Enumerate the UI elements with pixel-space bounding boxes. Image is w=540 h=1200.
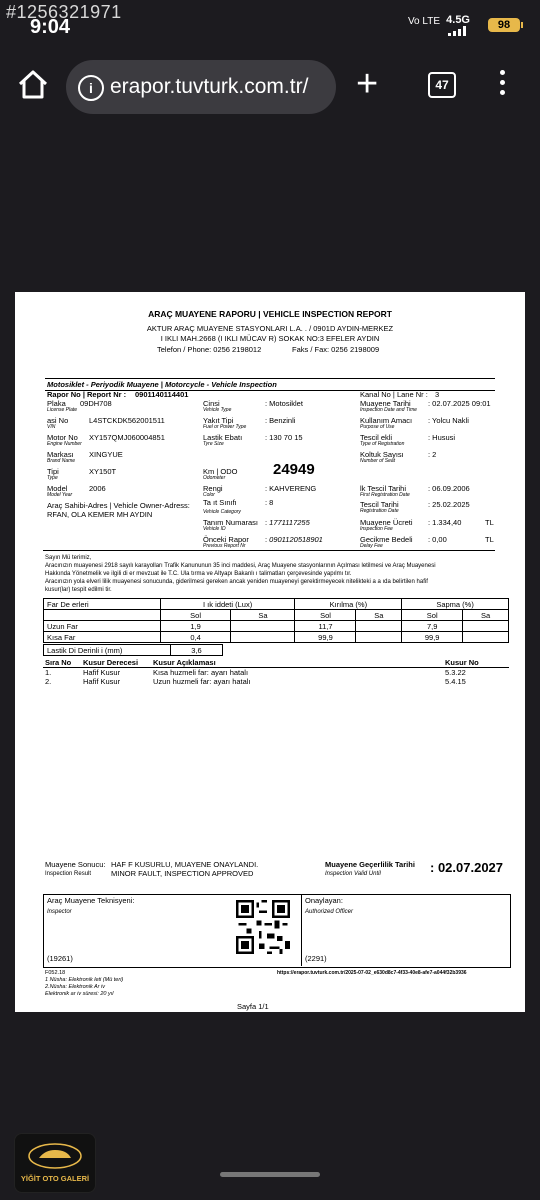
approver-label: Onaylayan:	[305, 896, 343, 905]
result-tr: HAF F KUSURLU, MUAYENE ONAYLANDI.	[111, 860, 259, 869]
inspection-report: ARAÇ MUAYENE RAPORU | VEHICLE INSPECTION REPORT AKTUR ARAÇ MUAYENE STASYONLARI L.A. . / 0901D AYDIN-MERKEZ I IKLI MAH.2668 (I IKLI MÜCAV R) SOKAK NO:3 EFELER AYDIN Telefon / Phone: 0256 2198012 Faks / Fax: 0256 2198009 Motosiklet - Periyodik Muayene | Motorcycle - Vehicle Inspection Rapor No | Report Nr : 0901140114401 Kanal No | Lane Nr : 3 Plaka License Plate 09DH708 asi No VIN L4STCKDK562001511 Motor No Engine Number XY157QMJ060004851 Markası Brand Name XINGYUE Tipi Type XY150T Model Model Year 2006 Araç Sahibi-Adres | Vehicle Owner-Adress: RFAN, OLA KEMER MH AYDIN Cinsi Vehicle Type : Motosiklet Yakıt Tipi Fuel or Power Type : Benzinli Lastik Ebatı Tyre Size : 130 70 15 Km | ODO Odometer 24949 Rengi Color : KAHVERENG Ta ıt Sınıfı Vehicle Category : 8 Tanım Numarası Vehicle ID : 1771117255 Önceki Rapor Previous Report Nr : 0901120518901 Muayene Tarihi Inspection Date and Time : 02.07.2025 09:01 Kullanım Amacı Purpose of Use : Yolcu Nakli Tescil ekli Type of Registration : Hususi Koltuk Sayısı Number of Seat : 2 lk Tescil Tarihi First Registration Date : 06.09.2006 Tescil Tarihi Registration Date : 25.02.2025 Muayene Ücreti Inspection Fee : 1.334,40 TL Gecikme Bedeli Delay Fee : 0,00 TL Sayın Mü terimiz, Aracınızın muayenesi 2918 sayılı karayolları Trafik Kanununun 35 inci maddesi, Araç Muayene stasyonlarının Açılması letilmesi ve Araç Muayenesi Hakkında Yönetmelik ve ilgili di er mevzuat ile T.C. Ula tırma ve Altyapı Bakanlı ı talimatları çerçevesinde yapılmı tır. Aracınızın yola elveri lilik muayenesi sonucunda, giderilmesi gereken ancak yeniden muayeneyi gerektirmeyecek nitelikteki a a ıda belirtilen hafif kusur(lar) tespit edilmi tir. Far De erleri I ık iddeti (Lux) Kırılma (%) Sapma (%) Sol Sa Sol Sa Sol Sa Uzun Far 1,9 11,7 7,9 Kısa Far 0,4 99,9 99,9 Lastik Di Derinli i (mm) 3,6 Sıra No Kusur Derecesi Kusur Açıklaması Kusur No 1. Hafif Kusur Kısa huzmeli far: ayarı hatalı 5.3.22 2. Hafif Kusur Uzun huzmeli far: ayarı hatalı 5.4.15 Muayene Sonucu: HAF F KUSURLU, MUAYENE ONAYLANDI. Inspection Result MINOR FAULT, INSPECTION APPROVED Muayene Geçerlilik Tarihi Inspection Valid Until : 02.07.2027 Araç Muayene Teknisyeni: Inspector (19261) Onaylayan: Authorized Officer (2291) F052.18 1 Nüsha: Elektronik leti (Mü teri) 2.Nüsha: Elektronik Ar iv Elektronik ar iv süresi: 20 yıl https://erapor.tuvturk.com.tr/2025-07-02_e630d8c7-4f33-40e8-afe7-a044f32b3936 Sayfa 1/1	[15, 292, 525, 1012]
report-title: ARAÇ MUAYENE RAPORU | VEHICLE INSPECTION REPORT	[148, 309, 392, 319]
inspection-date-value: 02.07.2025 09:01	[432, 399, 491, 408]
field-label: Tanım Numarası	[203, 518, 259, 527]
site-info-icon[interactable]: i	[78, 75, 104, 101]
field-label: Lastik Ebatı	[203, 433, 243, 442]
report-no-label: Rapor No | Report Nr :	[47, 390, 127, 399]
lane-no: 3	[435, 390, 440, 399]
tyre-size-value: 130 70 15	[269, 433, 303, 442]
field-sub: Vehicle Type	[203, 407, 232, 413]
gesture-bar[interactable]	[220, 1172, 320, 1177]
seat-count-value: 2	[432, 450, 437, 459]
table-row: Kısa Far 0,4 99,9 99,9	[44, 632, 509, 643]
field-label: Yakıt Tipi	[203, 416, 234, 425]
validity-label-en: Inspection Valid Until	[325, 871, 381, 877]
field-sub: First Registration Date	[360, 492, 410, 498]
approver-id: (2291)	[305, 954, 327, 963]
field-label: Koltuk Sayısı	[360, 450, 404, 459]
validity-date: : 02.07.2027	[430, 860, 504, 875]
vehicle-id-value: 1771117255	[269, 518, 310, 527]
volte-indicator: Vo LTE	[407, 16, 440, 27]
report-footer: F052.18 1 Nüsha: Elektronik leti (Mü teri) 2.Nüsha: Elektronik Ar iv Elektronik ar iv süresi: 20 yıl	[45, 970, 124, 997]
engine-value: XY157QMJ060004851	[89, 433, 165, 442]
signal-icon	[448, 26, 468, 36]
validity-label: Muayene Geçerlilik Tarihi	[325, 860, 415, 869]
station-address: I IKLI MAH.2668 (I IKLI MÜCAV R) SOKAK NO:3 EFELER AYDIN	[160, 334, 380, 343]
field-sub: Delay Fee	[360, 543, 383, 549]
field-label: Muayene Tarihi	[360, 399, 411, 408]
field-sub: Type	[47, 475, 58, 481]
field-sub: Color	[203, 492, 215, 498]
network-type: 4.5G	[446, 14, 470, 26]
field-sub: Purpose of Use	[360, 424, 395, 430]
field-label: Tescil Tarihi	[360, 500, 399, 509]
field-sub: VIN	[47, 424, 56, 430]
field-sub: License Plate	[47, 407, 78, 413]
field-label: Model	[47, 484, 68, 493]
field-sub: Number of Seat	[360, 458, 396, 464]
field-label: Cinsi	[203, 399, 220, 408]
odometer-value: 24949	[273, 461, 315, 478]
overflow-menu-icon[interactable]	[500, 70, 508, 100]
field-label: Plaka	[47, 399, 66, 408]
field-sub: Brand Name	[47, 458, 76, 464]
plate-value: 09DH708	[80, 399, 112, 408]
url-text: erapor.tuvturk.com.tr/	[110, 75, 309, 98]
tab-switcher-button[interactable]: 47	[428, 72, 456, 98]
inspector-label: Araç Muayene Teknisyeni:	[47, 896, 135, 905]
headlamp-table: Far De erleri I ık iddeti (Lux) Kırılma (%) Sapma (%) Sol Sa Sol Sa Sol Sa Uzun Far 1,9 11,7 7,9 Kısa Far 0,4 99,9 99,9	[43, 598, 509, 643]
delay-fee-value: 0,00	[432, 535, 447, 544]
report-type: Motosiklet - Periyodik Muayene | Motorcycle - Vehicle Inspection	[47, 380, 277, 389]
result-label: Muayene Sonucu:	[45, 860, 106, 869]
fee-value: 1.334,40	[432, 518, 462, 527]
field-sub: Fuel or Power Type	[203, 424, 247, 430]
car-icon	[15, 1134, 95, 1174]
field-sub: Previous Report Nr	[203, 543, 246, 549]
battery-icon: 98	[488, 18, 520, 32]
lane-label: Kanal No | Lane Nr :	[360, 390, 428, 399]
first-registration-value: 06.09.2006	[432, 484, 470, 493]
notice-text: Sayın Mü terimiz, Aracınızın muayenesi 2918 sayılı karayolları Trafik Kanununun 35 inci maddesi, Araç Muayene stasyonlarının Açılması letilmesi ve Araç Muayenesi Hakkında Yönetmelik ve ilgili di er mevzuat ile T.C. Ula tırma ve Altyapı Bakanlı ı talimatları çerçevesinde yapılmı tır. Aracınızın yola elveri lilik muayenesi sonucunda, giderilmesi gereken ancak yeniden muayeneyi gerektirmeyecek nitelikteki a a ıda belirtilen hafif kusur(lar) tespit edilmi tir.	[45, 555, 436, 593]
status-bar	[0, 0, 540, 44]
registration-date-value: 25.02.2025	[432, 500, 470, 509]
field-label: Önceki Rapor	[203, 535, 249, 544]
model-value: 2006	[89, 484, 106, 493]
field-sub: Engine Number	[47, 441, 82, 447]
field-sub: Inspection Date and Time	[360, 407, 417, 413]
page-number: Sayfa 1/1	[237, 1002, 269, 1011]
home-icon[interactable]	[16, 68, 50, 102]
address-bar[interactable]	[66, 60, 336, 114]
delay-currency: TL	[485, 535, 494, 544]
color-value: KAHVERENG	[269, 484, 317, 493]
owner-label: Araç Sahibi-Adres | Vehicle Owner-Adress:	[47, 501, 190, 510]
purpose-value: Yolcu Nakli	[432, 416, 469, 425]
vehicle-type-value: Motosiklet	[269, 399, 303, 408]
field-label: Muayene Ücreti	[360, 518, 413, 527]
station-phone: Telefon / Phone: 0256 2198012	[157, 345, 262, 354]
tire-depth-table: Lastik Di Derinli i (mm) 3,6	[43, 644, 223, 656]
new-tab-icon[interactable]: +	[356, 63, 379, 105]
field-label: Tipi	[47, 467, 59, 476]
station-fax: Faks / Fax: 0256 2198009	[292, 345, 380, 354]
field-label: asi No	[47, 416, 69, 425]
field-sub: Type of Registration	[360, 441, 405, 447]
logo-text: YİĞİT OTO GALERİ	[20, 1174, 90, 1183]
field-sub: Model Year	[47, 492, 73, 498]
field-label: Ta ıt Sınıfı	[203, 498, 237, 507]
field-sub: Registration Date	[360, 508, 399, 514]
field-label: lk Tescil Tarihi	[360, 484, 406, 493]
approver-en: Authorized Officer	[305, 909, 354, 915]
field-label: Rengi	[203, 484, 223, 493]
field-label: Km | ODO	[203, 467, 238, 476]
dealer-logo	[14, 1133, 96, 1193]
field-label: Gecikme Bedeli	[360, 535, 413, 544]
brand-value: XINGYUE	[89, 450, 123, 459]
owner-value: RFAN, OLA KEMER MH AYDIN	[47, 510, 153, 519]
previous-report-value: 0901120518901	[269, 535, 323, 544]
field-label: Markası	[47, 450, 74, 459]
result-en: MINOR FAULT, INSPECTION APPROVED	[111, 869, 254, 878]
field-sub: Vehicle ID	[203, 526, 226, 532]
fuel-value: Benzinli	[269, 416, 296, 425]
table-row: Uzun Far 1,9 11,7 7,9	[44, 621, 509, 632]
field-sub: Inspection Fee	[360, 526, 393, 532]
registration-type-value: Hususi	[432, 433, 456, 442]
field-sub: Vehicle Category	[203, 509, 241, 515]
report-link[interactable]: https://erapor.tuvturk.com.tr/2025-07-02_e630d8c7-4f33-40e8-afe7-a044f32b3936	[277, 970, 467, 976]
inspector-en: Inspector	[47, 909, 72, 915]
clock: 9:04	[30, 16, 71, 38]
field-sub: Tyre Size	[203, 441, 224, 447]
type-value: XY150T	[89, 467, 117, 476]
result-en-label: Inspection Result	[45, 871, 92, 877]
field-label: Kullanım Amacı	[360, 416, 413, 425]
browser-toolbar	[0, 58, 540, 114]
qr-code-icon	[236, 900, 290, 954]
inspector-id: (19261)	[47, 954, 73, 963]
station-name: AKTUR ARAÇ MUAYENE STASYONLARI L.A. . / 0901D AYDIN-MERKEZ	[146, 324, 394, 333]
field-sub: Odometer	[203, 475, 226, 481]
vin-value: L4STCKDK562001511	[89, 416, 165, 425]
category-value: 8	[269, 498, 274, 507]
fee-currency: TL	[485, 518, 494, 527]
field-label: Motor No	[47, 433, 78, 442]
field-label: Tescil ekli	[360, 433, 393, 442]
watermark: #1256321971	[6, 2, 122, 22]
report-no: 0901140114401	[135, 390, 189, 399]
